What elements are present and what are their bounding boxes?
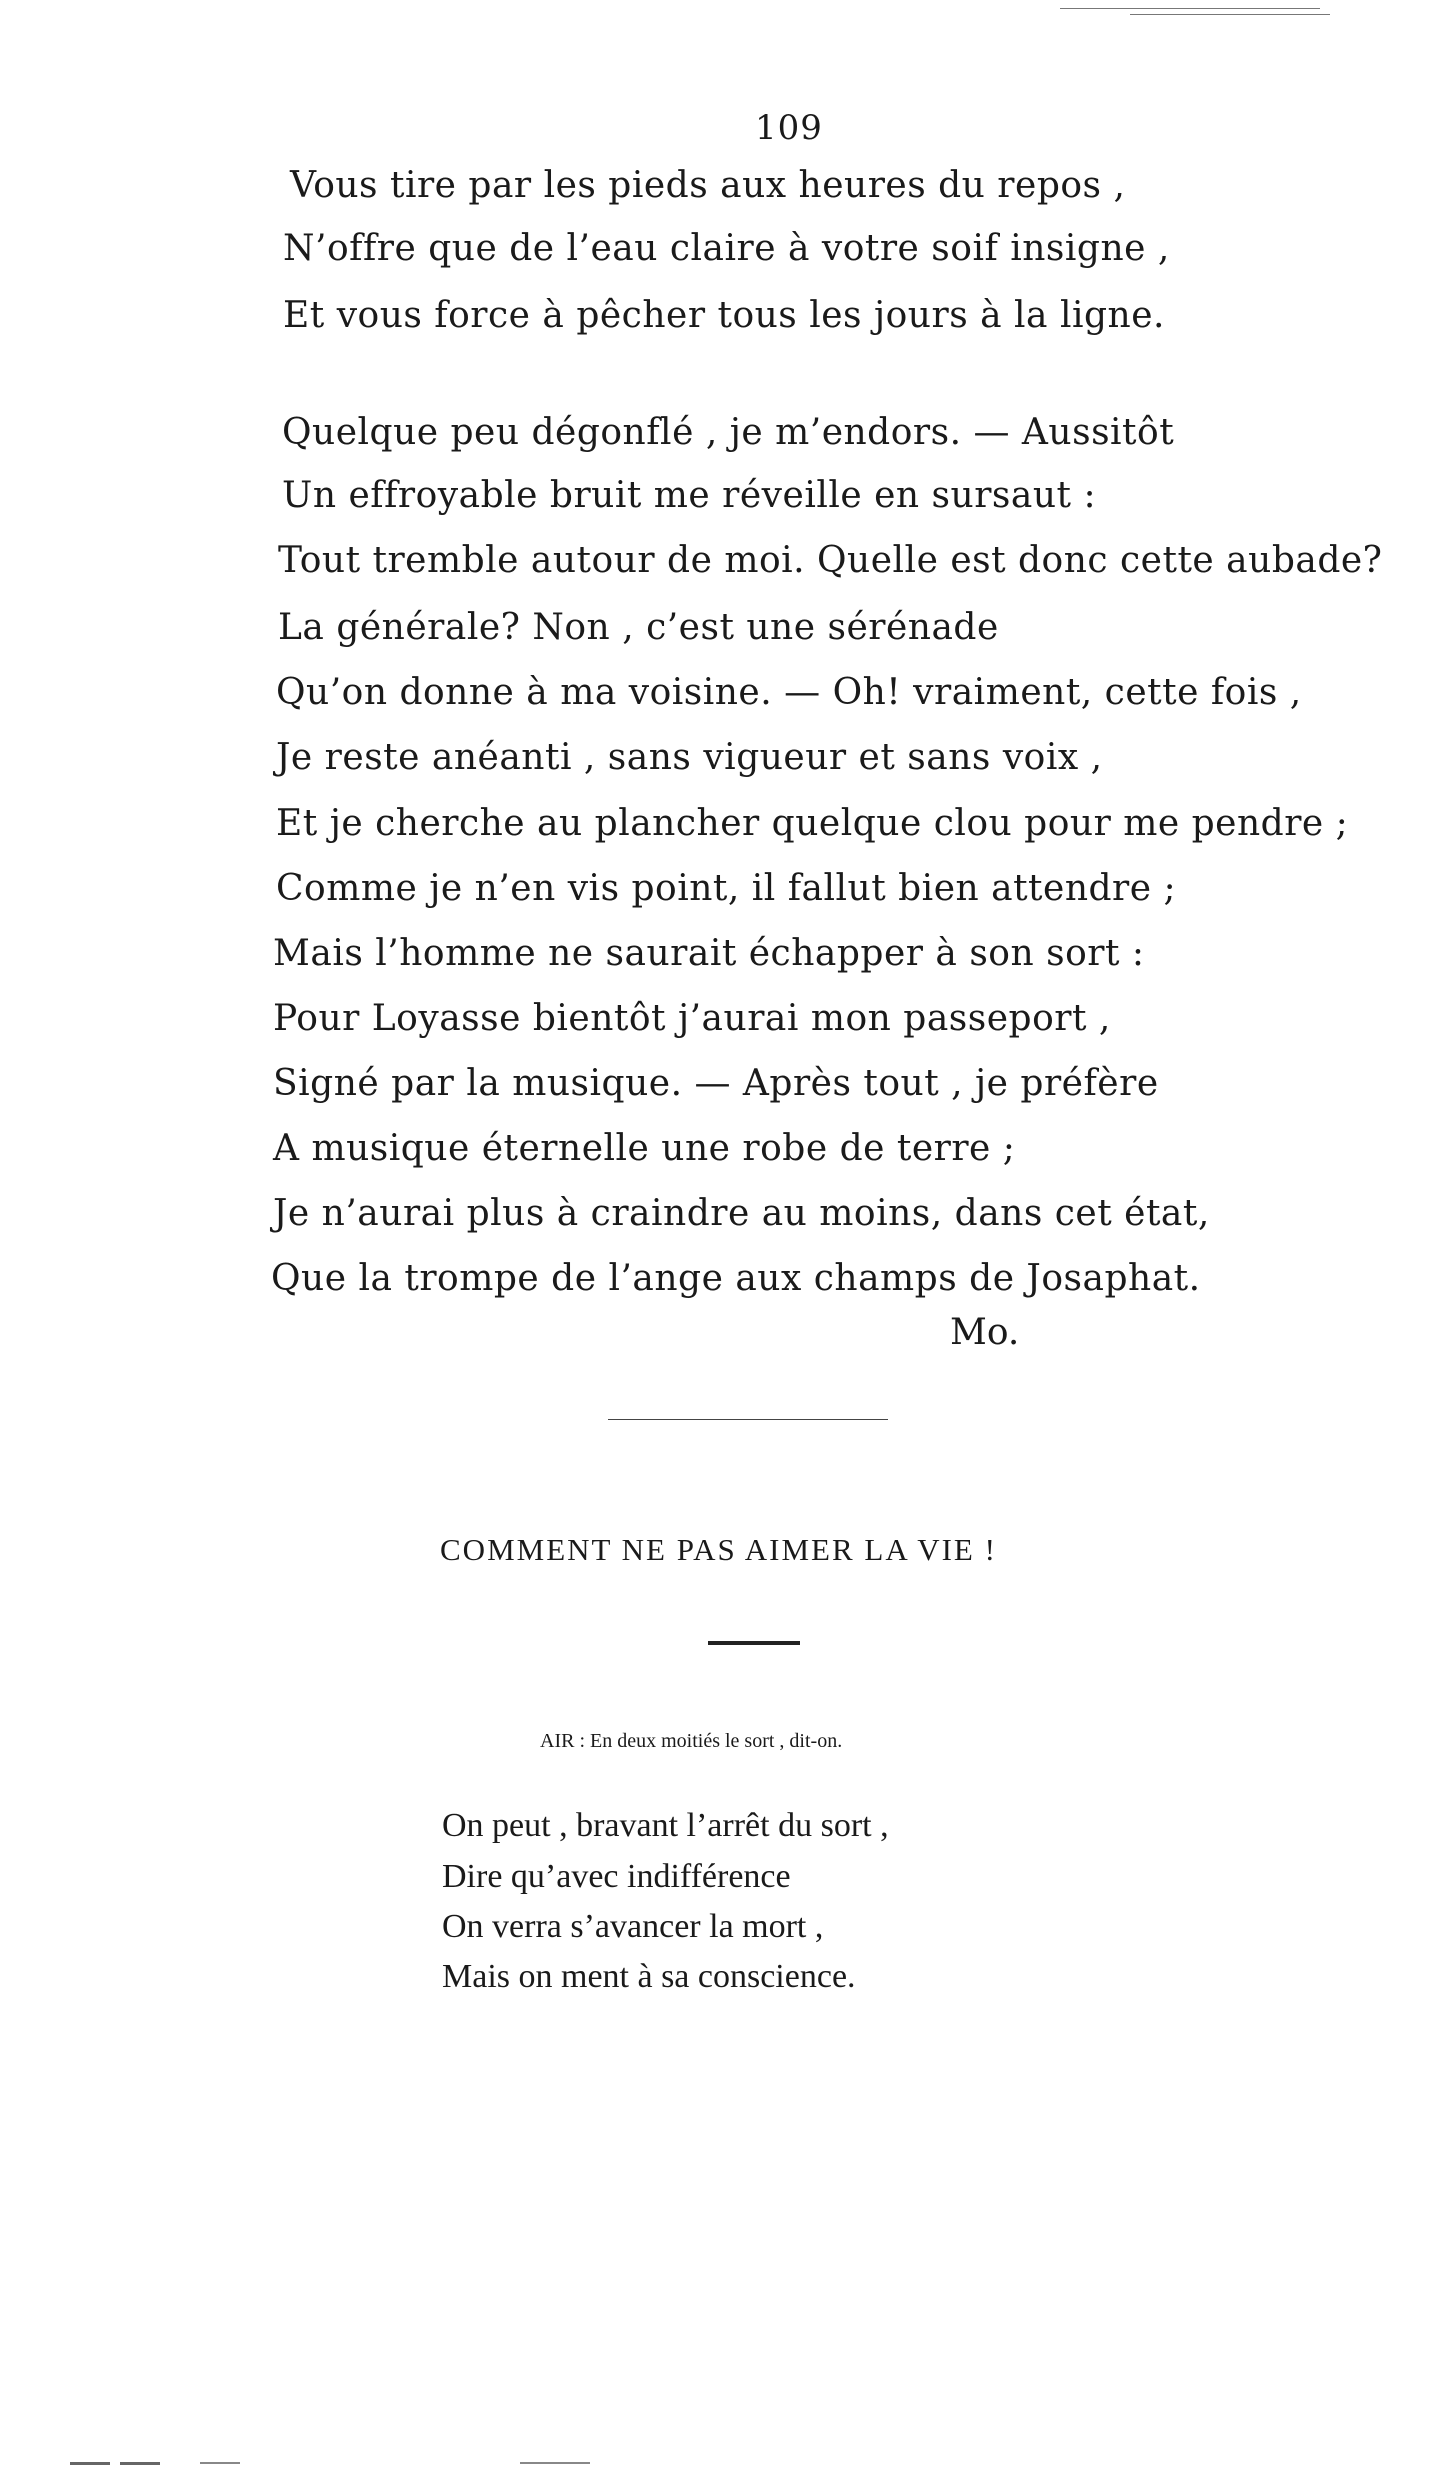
title-rule [708,1641,800,1645]
page-number: 109 [755,108,823,148]
scan-mark [200,2462,240,2464]
poem-line: La générale? Non , c’est une sérénade [278,607,999,648]
song-verse-line: Mais on ment à sa conscience. [442,1958,856,1995]
poem-line: Qu’on donne à ma voisine. — Oh! vraiment, cette fois , [276,672,1302,713]
song-verse-line: Dire qu’avec indifférence [442,1858,791,1895]
song-title: COMMENT NE PAS AIMER LA VIE ! [440,1532,997,1567]
scan-mark [120,2462,160,2465]
poem-line: Et vous force à pêcher tous les jours à la ligne. [283,295,1165,336]
section-divider [608,1419,888,1420]
song-verse-line: On verra s’avancer la mort , [442,1908,824,1945]
song-air: AIR : En deux moitiés le sort , dit-on. [540,1730,843,1752]
poem-signature: Mo. [950,1312,1020,1353]
poem-line: Un effroyable bruit me réveille en sursaut : [282,475,1097,516]
scan-mark [1130,14,1330,15]
poem-line: Et je cherche au plancher quelque clou pour me pendre ; [276,803,1349,844]
song-verse-line: On peut , bravant l’arrêt du sort , [442,1807,889,1844]
scan-mark [520,2462,590,2464]
scan-mark [70,2462,110,2465]
poem-line: Que la trompe de l’ange aux champs de Josaphat. [271,1258,1201,1299]
poem-line: Pour Loyasse bientôt j’aurai mon passeport , [273,998,1111,1039]
poem-line: Mais l’homme ne saurait échapper à son sort : [273,933,1145,974]
poem-line: Signé par la musique. — Après tout , je préfère [273,1063,1159,1104]
scan-mark [1060,8,1320,9]
poem-line: Je n’aurai plus à craindre au moins, dans cet état, [273,1193,1210,1234]
poem-line: N’offre que de l’eau claire à votre soif insigne , [283,228,1170,269]
poem-line: Comme je n’en vis point, il fallut bien attendre ; [276,868,1177,909]
poem-line: Tout tremble autour de moi. Quelle est donc cette aubade? [278,540,1383,581]
poem-line: Quelque peu dégonflé , je m’endors. — Aussitôt [282,412,1175,453]
poem-line: Je reste anéanti , sans vigueur et sans voix , [276,737,1103,778]
poem-line: Vous tire par les pieds aux heures du repos , [290,165,1126,206]
poem-line: A musique éternelle une robe de terre ; [273,1128,1016,1169]
